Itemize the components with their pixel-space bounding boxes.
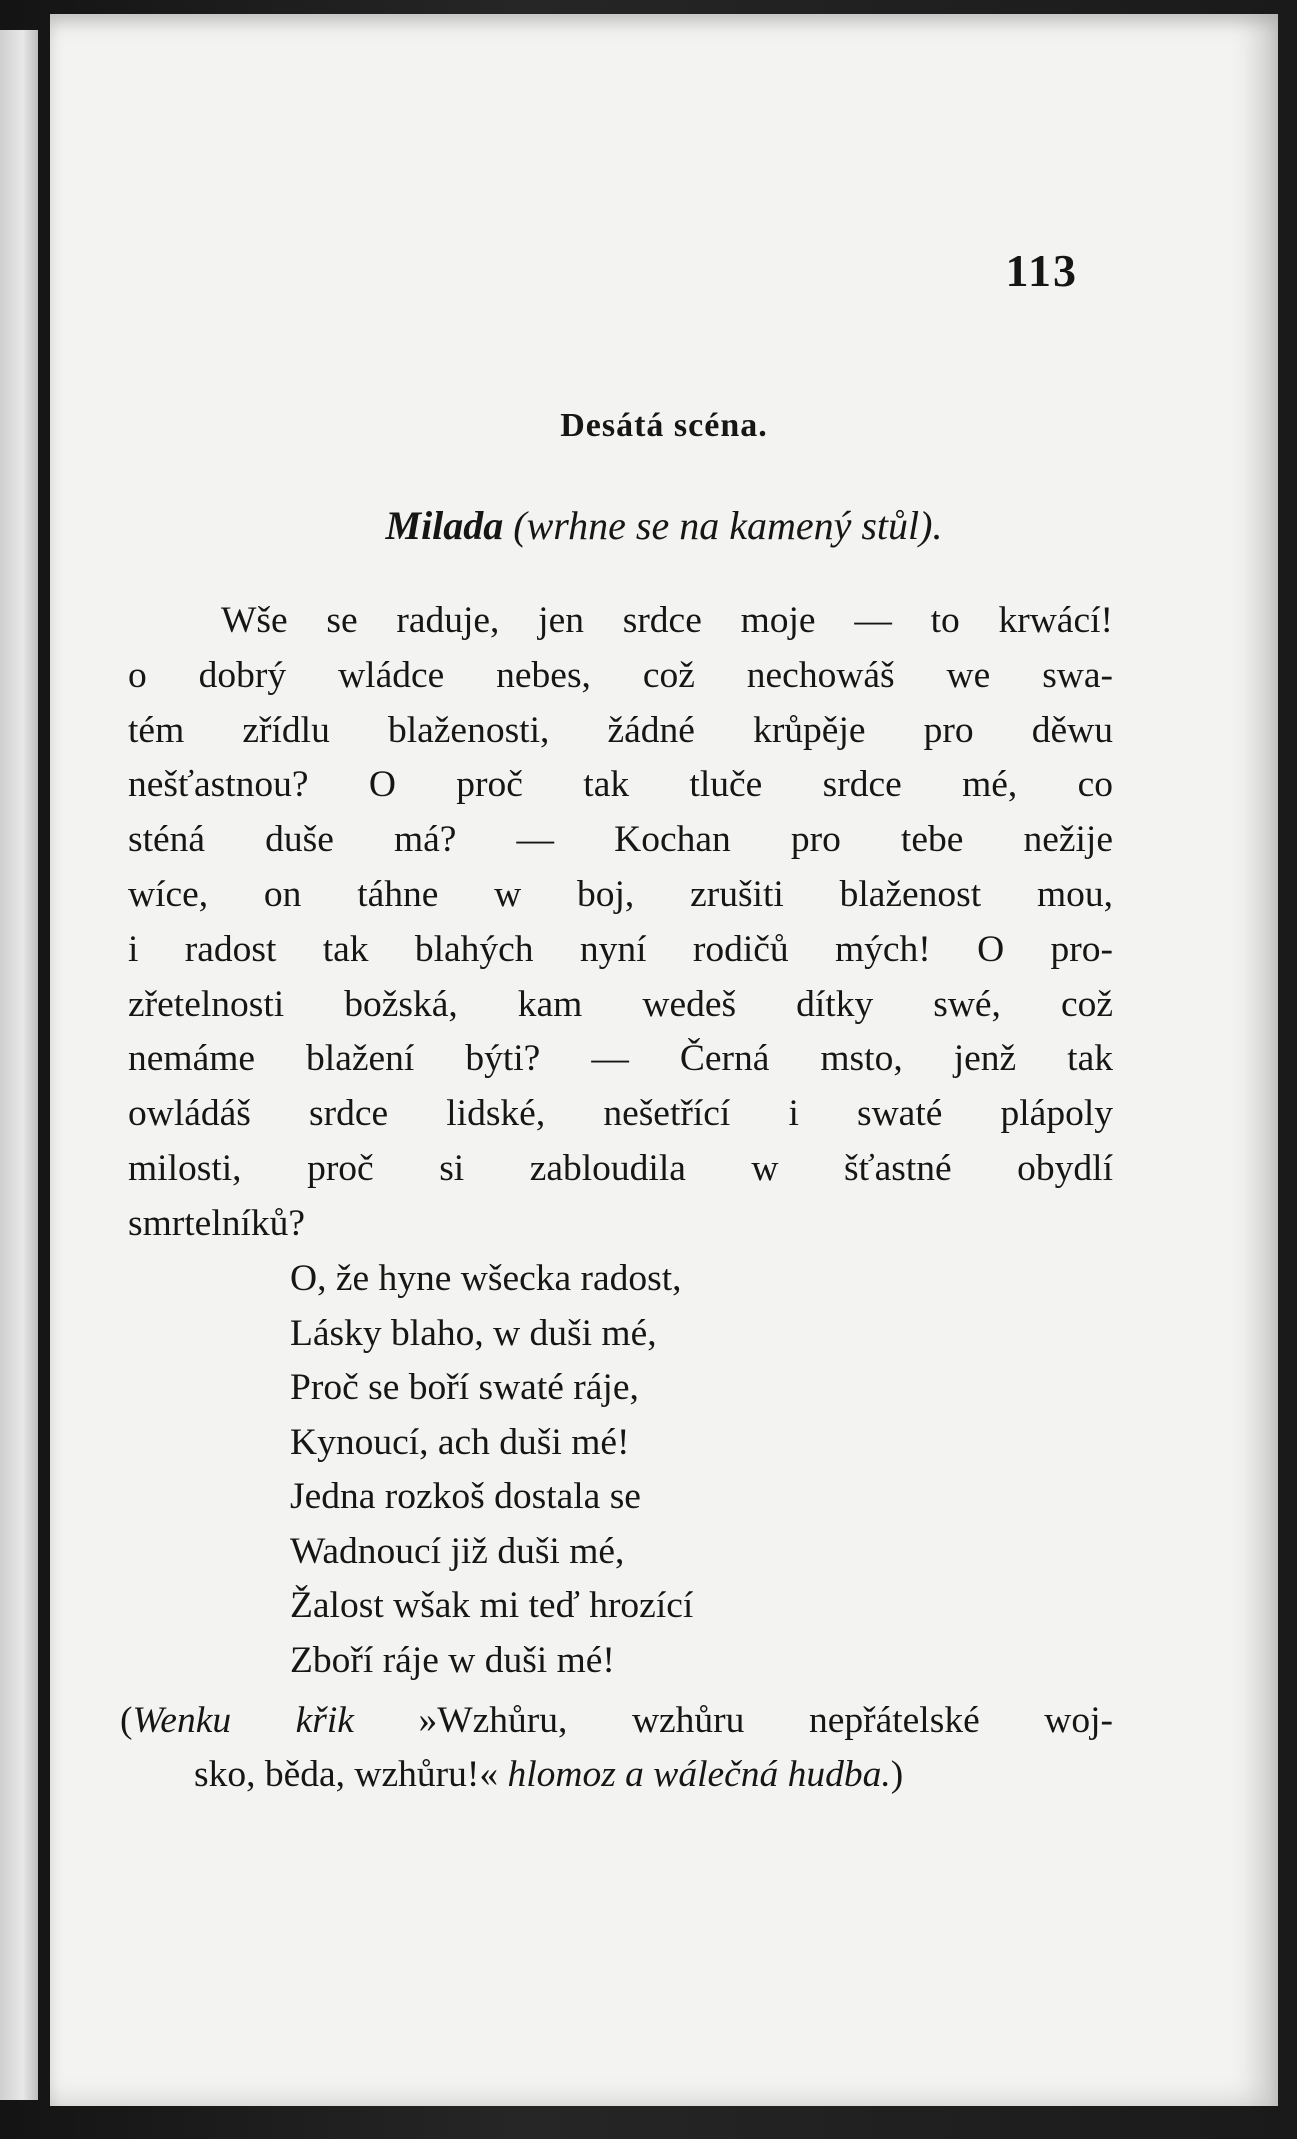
page-number: 113 <box>1005 245 1078 296</box>
prose-line: sténá duše má? — Kochan pro tebe nežije <box>128 819 1113 861</box>
prose-line: wíce, on táhne w boj, zrušiti blaženost mou, <box>128 873 1113 915</box>
open-paren: ( <box>120 1700 133 1741</box>
stage-direction-inline: (wrhne se na kamený stůl). <box>513 503 943 548</box>
offstage-shout-cont: sko, běda, wzhůru!« <box>194 1754 499 1795</box>
speaker-line <box>50 502 1278 549</box>
prose-line: owládáš srdce lidské, nešetřící i swaté plápoly <box>128 1093 1113 1135</box>
verse-line: Lásky blaho, w duši mé, <box>290 1312 657 1354</box>
prose-line: milosti, proč si zabloudila w šťastné obydlí <box>128 1147 1113 1189</box>
prose-line: nemáme blažení býti? — Černá msto, jenž tak <box>128 1038 1113 1080</box>
prose-line: zřetelnosti božská, kam wedeš dítky swé, což <box>128 983 1113 1025</box>
offstage-noise: hlomoz a wálečná hudba. <box>507 1754 891 1795</box>
close-paren: ) <box>890 1754 904 1795</box>
scene-title: Desátá scéna. <box>560 407 768 444</box>
prose-line: nešťastnou? O proč tak tluče srdce mé, co <box>128 764 1113 806</box>
verse-stanza <box>290 1252 693 1688</box>
monologue-prose <box>128 594 1113 1252</box>
verse-line: Proč se boří swaté ráje, <box>290 1367 639 1408</box>
stage-direction-line <box>120 1748 1113 1802</box>
verse-line: Kynoucí, ach duši mé! <box>290 1421 630 1463</box>
stage-direction-line <box>120 1694 1113 1748</box>
previous-page-edge <box>0 30 38 2100</box>
prose-line: i radost tak blahých nyní rodičů mých! O pro- <box>128 928 1113 970</box>
prose-line: Wše se raduje, jen srdce moje — to krwácí! <box>221 600 1113 641</box>
prose-line: o dobrý wládce nebes, což nechowáš we swa- <box>128 654 1113 696</box>
verse-line: O, že hyne wšecka radost, <box>290 1258 682 1299</box>
verse-line: Zboří ráje w duši mé! <box>290 1639 615 1681</box>
prose-line: smrtelníků? <box>128 1202 306 1244</box>
book-page <box>50 14 1278 2106</box>
verse-line: Wadnoucí již duši mé, <box>290 1530 625 1572</box>
verse-line: Žalost wšak mi teď hrozící <box>290 1585 694 1626</box>
offstage-shout: »Wzhůru, wzhůru nepřátelské woj- <box>418 1700 1113 1741</box>
verse-line: Jedna rozkoš dostala se <box>290 1476 641 1517</box>
offstage-label: Wenku křik <box>132 1700 354 1741</box>
stage-direction <box>120 1694 1113 1802</box>
speaker-name: Milada <box>385 503 504 548</box>
prose-line: tém zřídlu blaženosti, žádné krůpěje pro děwu <box>128 709 1113 751</box>
